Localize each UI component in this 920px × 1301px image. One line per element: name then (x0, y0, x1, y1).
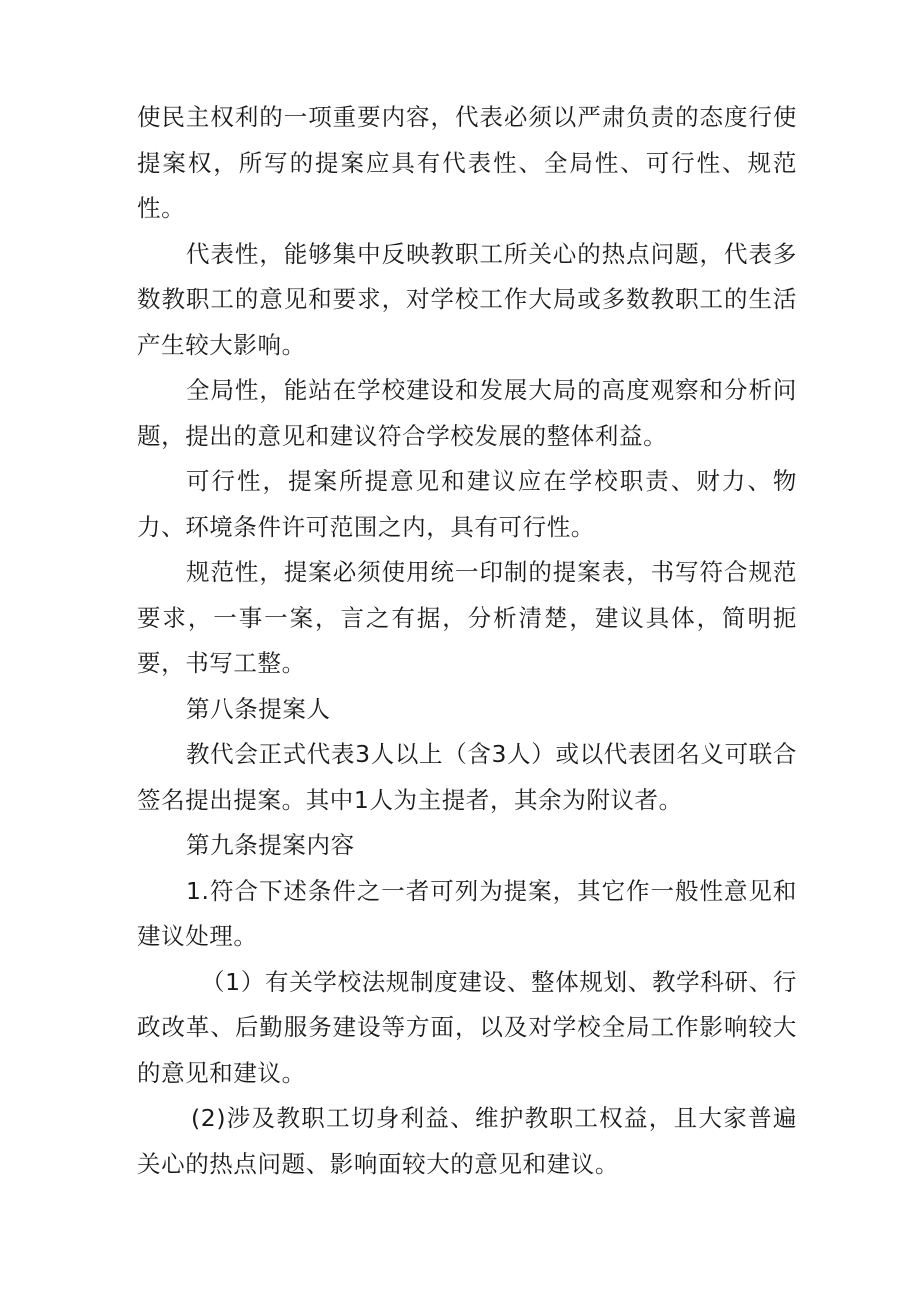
paragraph-standardization: 规范性，提案必须使用统一印制的提案表，书写符合规范要求，一事一案，言之有据，分析清楚，建议具体，简明扼要，书写工整。 (137, 558, 797, 677)
paragraph-subitem-2: (2)涉及教职工切身利益、维护教职工权益，且大家普遍关心的热点问题、影响面较大的意见和建议。 (137, 1104, 797, 1178)
paragraph-overall-view: 全局性，能站在学校建设和发展大局的高度观察和分析问题，提出的意见和建议符合学校发展的整体利益。 (137, 376, 797, 450)
paragraph-representativeness: 代表性，能够集中反映教职工所关心的热点问题，代表多数教职工的意见和要求，对学校工作大局或多数教职工的生活产生较大影响。 (137, 239, 797, 359)
paragraph-subitem-1: （1）有关学校法规制度建设、整体规划、教学科研、行政改革、后勤服务建设等方面，以及对学校全局工作影响较大的意见和建议。 (137, 967, 797, 1087)
heading-article-9: 第九条提案内容 (186, 831, 355, 859)
document-body (137, 95, 797, 1187)
paragraph-feasibility: 可行性，提案所提意见和建议应在学校职责、财力、物力、环境条件许可范围之内，具有可行性。 (137, 467, 797, 541)
paragraph-continuation: 使民主权利的一项重要内容，代表必须以严肃负责的态度行使提案权，所写的提案应具有代表性、全局性、可行性、规范性。 (137, 103, 797, 222)
paragraph-item-1: 1.符合下述条件之一者可列为提案，其它作一般性意见和建议处理。 (137, 876, 797, 950)
heading-article-8: 第八条提案人 (186, 694, 331, 723)
paragraph-proposers: 教代会正式代表3人以上（含3人）或以代表团名义可联合签名提出提案。其中1人为主提者，其余为附议者。 (137, 740, 797, 814)
